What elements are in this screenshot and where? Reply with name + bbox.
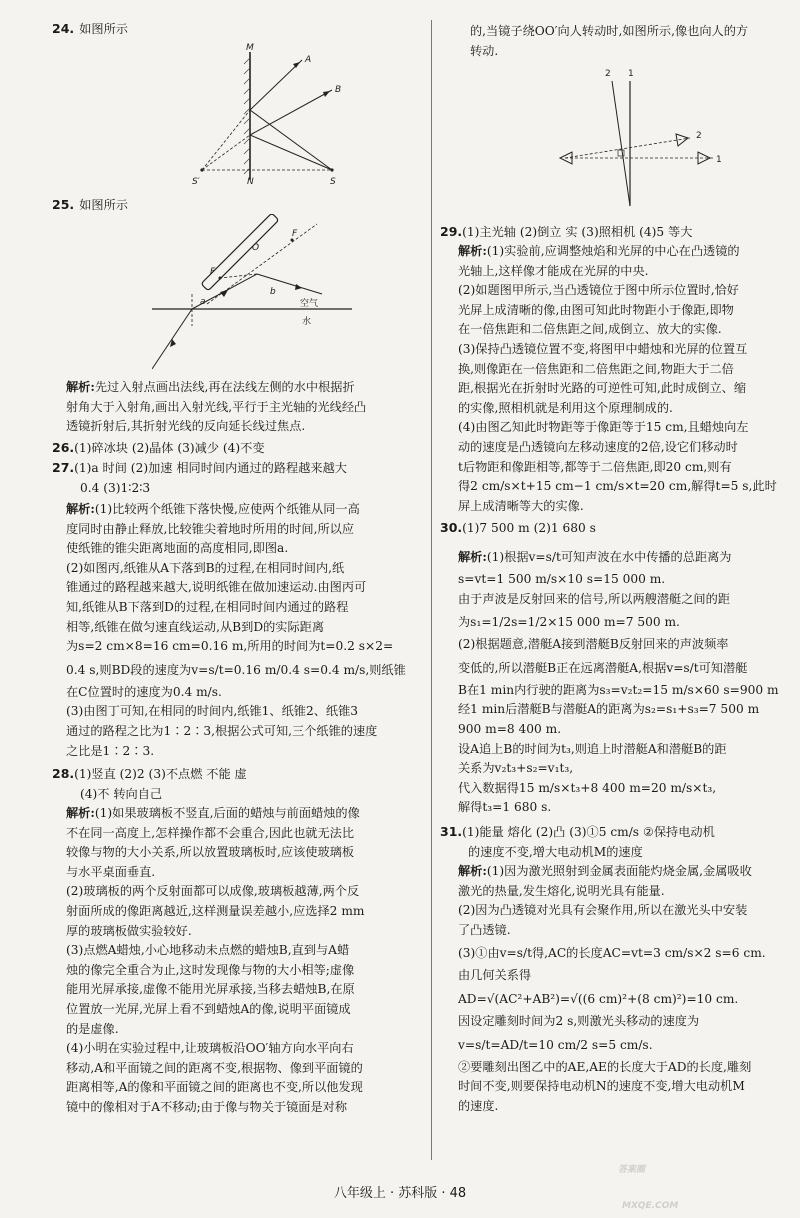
- label-M: M: [246, 43, 254, 53]
- answer-text: (1)主光轴 (2)倒立 实 (3)照相机 (4)5 等大: [462, 225, 693, 239]
- analysis-label: 解析:: [66, 502, 95, 516]
- answer-text: (1)a 时间 (2)加速 相同时间内通过的路程越来越大: [74, 461, 347, 475]
- label-A: A: [305, 55, 312, 65]
- analysis-27: 解析:(1)比较两个纸锥下落快慢,应使两个纸锥从同一高 度同时由静止释放,比较锥尖着地时所用的时间,所以应 使纸锥的锥尖距离地面的高度相同,即图a. (2)如图丙,纸锥从A下落到B的过程,在相同时间内,纸 锥通过的路程越来越大,说明纸锥在做加速运动.由图丙可 知,纸锥从B下落到D的过程,在相同时间内通过的路程 相等,纸锥在做匀速直线运动,从B到D的实际距离 为s=2 cm×8=16 cm=0.16 m,所用的时间为t=0.2 s×2= 0.4 s,则BD段的速度为v=s/t=0.16 m/0.4 s=0.4 m/s,则纸锥 在C位置时的速度为0.4 m/s. (3)由图丁可知,在相同的时间内,纸锥1、纸锥2、纸锥3 通过的路程之比为1∶2∶3,根据公式可知,三个纸锥的速度 之比是1∶2∶3.: [66, 502, 406, 758]
- label-2-right: 2: [696, 131, 702, 141]
- question-text: 如图所示: [79, 22, 128, 36]
- analysis-31: 解析:(1)因为激光照射到金属表面能灼烧金属,金属吸收 激光的热量,发生熔化,说明光具有能量. (2)因为凸透镜对光具有会聚作用,所以在激光头中安装 了凸透镜. (3)①由v=s/t得,AC的长度AC=vt=3 cm/s×2 s=6 cm. 由几何关系得 AD=√(AC²+AB²)=√((6 cm)²+(8 cm)²)=10 cm. 因设定雕刻时间为2 s,则激光头移动的速度为 v=s/t=AD/t=10 cm/2 s=5 cm/s. ②要雕刻出图乙中的AE,AE的长度大于AD的长度,雕刻 时间不变,则要保持电动机N的速度不变,增大电动机M 的速度.: [458, 864, 766, 1113]
- continuation-28: 的,当镜子绕OO′向人转动时,如图所示,像也向人的方 转动.: [470, 24, 749, 58]
- analysis-line: 射角大于入射角,画出入射光线,平行于主光轴的光线经凸: [66, 399, 367, 414]
- label-a: a: [200, 297, 206, 307]
- column-divider: [431, 20, 432, 1160]
- question-29: 29.(1)主光轴 (2)倒立 实 (3)照相机 (4)5 等大: [440, 224, 693, 239]
- analysis-label: 解析:: [66, 806, 95, 820]
- label-2-top: 2: [605, 69, 611, 79]
- watermark-logo: [598, 1132, 798, 1216]
- question-31: 31.(1)能量 熔化 (2)凸 (3)①5 cm/s ②保持电动机 的速度不变,增大电动机M的速度: [440, 822, 800, 862]
- question-number: 25.: [52, 197, 75, 212]
- svg-text:答案圈: 答案圈: [618, 1165, 646, 1175]
- analysis-line: 透镜折射后,其折射光线的反向延长线过焦点.: [66, 419, 306, 434]
- answer-text: (1)碎冰块 (2)晶体 (3)减少 (4)不变: [74, 441, 265, 455]
- question-24: [52, 18, 128, 40]
- question-26: 26.(1)碎冰块 (2)晶体 (3)减少 (4)不变: [52, 440, 265, 455]
- question-text: 如图所示: [79, 198, 128, 212]
- answer-text: (1)竖直 (2)2 (3)不点燃 不能 虚: [74, 767, 247, 781]
- label-B: B: [335, 85, 342, 95]
- label-N: N: [247, 177, 254, 187]
- svg-text:MXQE.COM: MXQE.COM: [622, 1201, 679, 1211]
- label-1-right: 1: [716, 155, 722, 165]
- answer-text: (1)能量 熔化 (2)凸 (3)①5 cm/s ②保持电动机: [462, 825, 715, 839]
- answer-text: 0.4 (3)1∶2∶3: [80, 480, 151, 495]
- label-air: 空气: [300, 299, 319, 309]
- question-25: [52, 194, 128, 216]
- label-F-right: F: [292, 229, 298, 239]
- analysis-line: 解析:先过入射点画出法线,再在法线左侧的水中根据折: [66, 380, 355, 394]
- analysis-label: 解析:: [458, 864, 487, 878]
- question-28: 28.(1)竖直 (2)2 (3)不点燃 不能 虚 (4)不 转向自己: [52, 764, 424, 804]
- figure-25-lens-diagram: [152, 214, 392, 374]
- figure-28-rotating-mirror: [550, 66, 730, 216]
- label-S: S: [330, 177, 336, 187]
- label-1-top: 1: [628, 69, 634, 79]
- label-b: b: [270, 287, 276, 297]
- analysis-30: 解析:(1)根据v=s/t可知声波在水中传播的总距离为 s=vt=1 500 m/s×10 s=15 000 m. 由于声波是反射回来的信号,所以两艘潜艇之间的距 为s₁=1/2s=1/2×15 000 m=7 500 m. (2)根据题意,潜艇A接到潜艇B反射回来的声波频率 变低的,所以潜艇B正在远离潜艇A,根据v=s/t可知潜艇 B在1 min内行驶的距离为s₃=v₂t₂=15 m/s×60 s=900 m 经1 min后潜艇B与潜艇A的距离为s₂=s₁+s₃=7 500 m 900 m=8 400 m. 设A追上B的时间为t₃,则追上时潜艇A和潜艇B的距 关系为v₂t₃+s₂=v₁t₃, 代入数据得15 m/s×t₃+8 400 m=20 m/s×t₃, 解得t₃=1 680 s.: [458, 550, 779, 815]
- analysis-29: 解析:(1)实验前,应调整烛焰和光屏的中心在凸透镜的 光轴上,这样像才能成在光屏的中央. (2)如题图甲所示,当凸透镜位于图中所示位置时,恰好 光屏上成清晰的像,由图可知此时物距小于像距,即物 在一倍焦距和二倍焦距之间,成倒立、放大的实像. (3)保持凸透镜位置不变,将图甲中蜡烛和光屏的位置互 换,则像距在一倍焦距和二倍焦距之间,物距大于二倍 距,根据光在折射时光路的可逆性可知,此时成倒立、缩 的实像,照相机就是利用这个原理制成的. (4)由图乙知此时物距等于像距等于15 cm,且蜡烛向左 动的速度是凸透镜向左移动速度的2倍,设它们移动时 t后物距和像距相等,都等于二倍焦距,即20 cm,则有 得2 cm/s×t+15 cm−1 cm/s×t=20 cm,解得t=5 s,此时 屏上成清晰等大的实像.: [458, 244, 777, 513]
- label-S-prime: S′: [192, 177, 200, 187]
- figure-24-mirror-diagram: [192, 40, 362, 190]
- question-27: 27.(1)a 时间 (2)加速 相同时间内通过的路程越来越大 0.4 (3)1∶2∶3: [52, 458, 424, 498]
- answer-text: (4)不 转向自己: [80, 786, 163, 801]
- label-water: 水: [302, 317, 312, 327]
- page-footer: 八年级上 · 苏科版 · 48: [333, 1186, 467, 1201]
- label-F-left: F: [210, 267, 216, 277]
- analysis-label: 解析:: [458, 244, 487, 258]
- answer-text: 的速度不变,增大电动机M的速度: [468, 844, 643, 859]
- analysis-25: [66, 378, 426, 437]
- question-number: 24.: [52, 21, 75, 36]
- analysis-label: 解析:: [458, 550, 487, 564]
- answer-text: (1)7 500 m (2)1 680 s: [462, 521, 596, 535]
- label-O: O: [252, 243, 260, 253]
- analysis-label: 解析:: [66, 380, 95, 394]
- analysis-28: 解析:(1)如果玻璃板不竖直,后面的蜡烛与前面蜡烛的像 不在同一高度上,怎样操作都不会重合,因此也就无法比 较像与物的大小关系,所以放置玻璃板时,应该使玻璃板 与水平桌面垂直. (2)玻璃板的两个反射面都可以成像,玻璃板越薄,两个反 射面所成的像距离越近,这样测量误差越小,应选择2 mm 厚的玻璃板做实验较好. (3)点燃A蜡烛,小心地移动未点燃的蜡烛B,直到与A蜡 烛的像完全重合为止,这时发现像与物的大小相等;虚像 能用光屏承接,虚像不能用光屏承接,当移去蜡烛B,在原 位置放一光屏,光屏上看不到蜡烛A的像,说明平面镜成 的是虚像. (4)小明在实验过程中,让玻璃板沿OO′轴方向水平向右 移动,A和平面镜之间的距离不变,根据物、像到平面镜的 距离相等,A的像和平面镜之间的距离也不变,所以他发现 镜中的像相对于A不移动;由于像与物关于镜面是对称: [66, 806, 365, 1114]
- question-30: 30.(1)7 500 m (2)1 680 s: [440, 520, 596, 535]
